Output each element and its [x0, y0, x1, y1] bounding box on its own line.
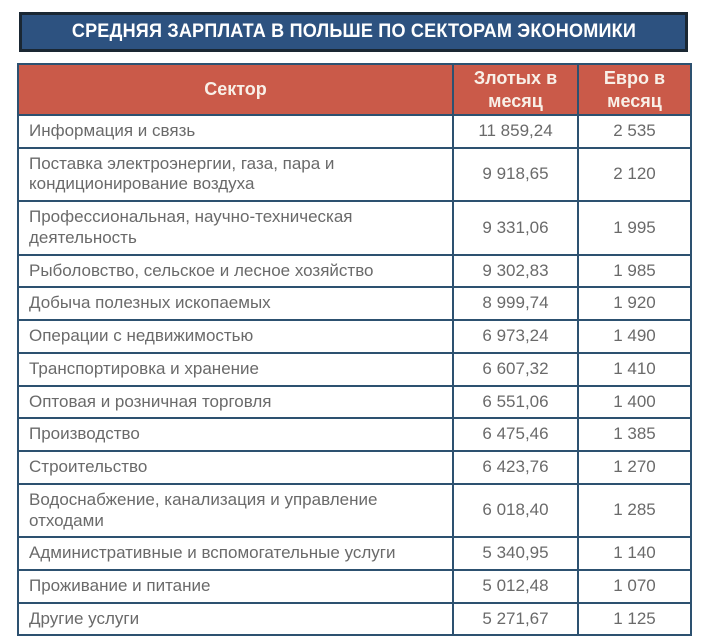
zloty-value-cell: 6 423,76 — [453, 451, 578, 484]
sector-cell: Поставка электроэнергии, газа, пара и кондиционирование воздуха — [18, 148, 453, 201]
column-header-sector: Сектор — [18, 64, 453, 115]
euro-value-cell: 1 490 — [578, 320, 691, 353]
sector-cell: Оптовая и розничная торговля — [18, 386, 453, 419]
zloty-value-cell: 11 859,24 — [453, 115, 578, 148]
euro-value-cell: 1 125 — [578, 603, 691, 636]
euro-value-cell: 2 535 — [578, 115, 691, 148]
sector-cell: Рыболовство, сельское и лесное хозяйство — [18, 255, 453, 288]
euro-value-cell: 2 120 — [578, 148, 691, 201]
table-row — [18, 201, 691, 254]
sector-cell: Добыча полезных ископаемых — [18, 287, 453, 320]
euro-value-cell: 1 985 — [578, 255, 691, 288]
zloty-value-cell: 6 475,46 — [453, 418, 578, 451]
sector-cell: Строительство — [18, 451, 453, 484]
zloty-value-cell: 5 340,95 — [453, 537, 578, 570]
table-row — [18, 603, 691, 636]
table-row — [18, 386, 691, 419]
euro-value-cell: 1 920 — [578, 287, 691, 320]
zloty-value-cell: 9 331,06 — [453, 201, 578, 254]
table-row — [18, 353, 691, 386]
zloty-value-cell: 5 271,67 — [453, 603, 578, 636]
sector-cell: Проживание и питание — [18, 570, 453, 603]
zloty-value-cell: 9 918,65 — [453, 148, 578, 201]
zloty-value-cell: 8 999,74 — [453, 287, 578, 320]
sector-cell: Другие услуги — [18, 603, 453, 636]
header-row — [18, 64, 691, 115]
euro-value-cell: 1 140 — [578, 537, 691, 570]
zloty-value-cell: 5 012,48 — [453, 570, 578, 603]
euro-value-cell: 1 410 — [578, 353, 691, 386]
salary-table — [17, 63, 692, 636]
table-header — [18, 64, 691, 115]
table-row — [18, 570, 691, 603]
table-row — [18, 320, 691, 353]
sector-cell: Производство — [18, 418, 453, 451]
table-row — [18, 451, 691, 484]
euro-value-cell: 1 400 — [578, 386, 691, 419]
zloty-value-cell: 6 551,06 — [453, 386, 578, 419]
euro-value-cell: 1 285 — [578, 484, 691, 537]
table-body — [18, 115, 691, 635]
page-title: СРЕДНЯЯ ЗАРПЛАТА В ПОЛЬШЕ ПО СЕКТОРАМ ЭКОНОМИКИ — [71, 21, 636, 42]
zloty-value-cell: 9 302,83 — [453, 255, 578, 288]
sector-cell: Административные и вспомогательные услуги — [18, 537, 453, 570]
table-row — [18, 484, 691, 537]
euro-value-cell: 1 995 — [578, 201, 691, 254]
euro-value-cell: 1 385 — [578, 418, 691, 451]
sector-cell: Водоснабжение, канализация и управление отходами — [18, 484, 453, 537]
sector-cell: Профессиональная, научно-техническая деятельность — [18, 201, 453, 254]
column-header-zloty: Злотых в месяц — [453, 64, 578, 115]
zloty-value-cell: 6 018,40 — [453, 484, 578, 537]
table-row — [18, 148, 691, 201]
column-header-euro: Евро в месяц — [578, 64, 691, 115]
table-row — [18, 537, 691, 570]
zloty-value-cell: 6 973,24 — [453, 320, 578, 353]
sector-cell: Информация и связь — [18, 115, 453, 148]
sector-cell: Операции с недвижимостью — [18, 320, 453, 353]
page-title-banner — [19, 12, 688, 52]
table-row — [18, 255, 691, 288]
table-row — [18, 418, 691, 451]
table-row — [18, 287, 691, 320]
euro-value-cell: 1 270 — [578, 451, 691, 484]
table-row — [18, 115, 691, 148]
euro-value-cell: 1 070 — [578, 570, 691, 603]
sector-cell: Транспортировка и хранение — [18, 353, 453, 386]
zloty-value-cell: 6 607,32 — [453, 353, 578, 386]
